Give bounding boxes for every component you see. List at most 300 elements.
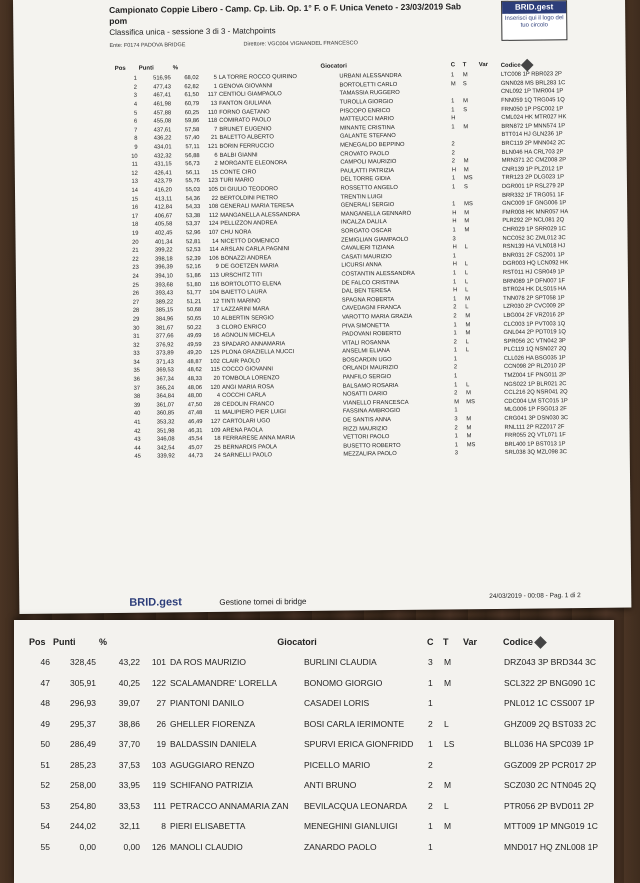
- player1-cell: PIANTONI DANILO: [170, 698, 244, 709]
- pair-number-cell: 122: [151, 677, 166, 688]
- pct-cell: 33,95: [118, 780, 140, 791]
- codice-cell: NGS022 1P BLR021 2C: [504, 380, 567, 388]
- category-cell: 2: [428, 780, 433, 791]
- player2-cell: CASADEI LORIS: [303, 698, 370, 709]
- pos-cell: 25: [132, 282, 140, 289]
- table-row: [28, 755, 608, 776]
- type-cell: [464, 252, 480, 261]
- player1-cell: MANOLI CLAUDIO: [170, 841, 243, 852]
- player2-cell: FASSINA AMBROGIO: [342, 408, 401, 416]
- var-cell: [480, 243, 502, 252]
- player1-cell: CENTIOLI GIAMPAOLO: [218, 91, 282, 99]
- player2-cell: PISCOPO ENRICO: [339, 107, 391, 115]
- pct-cell: 39,07: [118, 698, 140, 709]
- pct-cell: 49,69: [186, 333, 202, 340]
- codice-cell: SCL322 2P BNG090 1C: [504, 677, 596, 688]
- pct-cell: 49,20: [187, 350, 202, 357]
- pos-cell: 9: [134, 144, 138, 151]
- codice-cell: GGZ009 2P PCR017 2P: [504, 759, 597, 770]
- player2-cell: VIANELLO FRANCESCA: [342, 399, 409, 407]
- pos-cell: 54: [40, 821, 50, 832]
- var-cell: [479, 200, 501, 209]
- pos-cell: 11: [131, 161, 138, 169]
- pct-cell: 53,38: [185, 212, 201, 219]
- pos-cell: 19: [131, 230, 139, 237]
- punti-cell: 376,92: [155, 342, 174, 349]
- punti-cell: 361,07: [156, 402, 175, 409]
- player1-cell: ALBERTIN SERGIO: [221, 315, 274, 322]
- footer-brand: BRID.gest: [129, 596, 182, 609]
- pct-cell: 37,70: [118, 739, 140, 750]
- table-row: [28, 673, 608, 694]
- player2-cell: ANTI BRUNO: [303, 780, 357, 791]
- pos-cell: 30: [132, 325, 140, 332]
- player1-cell: DE GOETZEN MARIA: [220, 263, 279, 271]
- punti-cell: 402,45: [154, 230, 173, 237]
- codice-cell: MRN371 2C CMZ008 2P: [501, 157, 567, 165]
- col-pos: Pos: [114, 65, 126, 72]
- pair-number-cell: 4: [216, 393, 221, 400]
- pair-number-cell: 26: [156, 718, 166, 729]
- player1-cell: ANGI MARIA ROSA: [222, 383, 274, 391]
- category-cell: 2: [453, 364, 458, 371]
- type-cell: MS: [466, 399, 475, 406]
- var-cell: [479, 165, 501, 174]
- player2-cell: PAULATTI PATRIZIA: [340, 167, 395, 175]
- type-cell: [465, 372, 481, 381]
- pct-cell: 52,81: [185, 238, 201, 245]
- category-cell: 2: [428, 718, 433, 729]
- player2-cell: CAVALIERI TIZIANA: [341, 245, 395, 252]
- pair-number-cell: 25: [214, 444, 221, 451]
- punti-cell: 244,02: [70, 821, 96, 832]
- pair-number-cell: 108: [208, 204, 219, 211]
- pair-number-cell: 27: [156, 698, 166, 709]
- var-cell: [462, 734, 502, 755]
- pos-cell: 32: [133, 342, 140, 349]
- punti-cell: 285,23: [70, 759, 96, 770]
- var-cell: [478, 71, 500, 80]
- pos-cell: 36: [133, 376, 141, 383]
- pct-cell: 56,88: [185, 152, 200, 159]
- codice-cell: CDC004 LM STC015 1P: [504, 398, 568, 405]
- pct-cell: 46,49: [187, 419, 203, 426]
- var-cell: [481, 389, 503, 398]
- pos-cell: 27: [132, 299, 140, 306]
- punti-cell: 423,79: [154, 178, 172, 185]
- punti-cell: 405,58: [154, 221, 173, 228]
- category-cell: H: [452, 210, 457, 217]
- var-cell: [462, 796, 502, 817]
- pct-cell: 54,36: [185, 195, 201, 202]
- pair-number-cell: 123: [208, 178, 218, 185]
- table-header-row: [28, 632, 608, 652]
- category-cell: 3: [454, 416, 458, 423]
- pair-number-cell: 127: [210, 418, 221, 425]
- table-row: [28, 652, 608, 673]
- col-punti: Punti: [53, 637, 76, 647]
- col-var: Var: [478, 62, 489, 69]
- pct-cell: 54,33: [185, 204, 201, 211]
- punti-cell: 393,68: [155, 281, 174, 289]
- type-cell: [465, 363, 481, 372]
- player1-cell: COCCHI CARLA: [222, 392, 267, 400]
- pair-number-cell: 112: [208, 212, 219, 219]
- type-cell: [463, 148, 479, 157]
- player2-cell: NOSATTI DARIO: [342, 391, 388, 398]
- player2-cell: ORLANDI MAURIZIO: [342, 365, 399, 373]
- category-cell: 1: [454, 433, 458, 440]
- player1-cell: TOMBOLA LORENZO: [221, 375, 280, 382]
- pos-cell: 16: [131, 204, 139, 211]
- punti-cell: 346,08: [156, 436, 175, 443]
- player2-cell: BEVILACQUA LEONARDA: [303, 800, 407, 811]
- player1-cell: PLONA GRAZIELLA NUCCI: [221, 349, 295, 357]
- pos-cell: 29: [132, 316, 140, 323]
- pos-cell: 41: [133, 419, 141, 426]
- type-cell: M: [444, 677, 452, 688]
- category-cell: 1: [428, 698, 433, 709]
- category-cell: H: [452, 261, 458, 268]
- pair-number-cell: 1: [213, 83, 217, 90]
- pair-number-cell: 126: [151, 841, 166, 852]
- punti-cell: 360,85: [156, 410, 175, 417]
- player2-cell: MATTEUCCI MARIO: [339, 116, 394, 123]
- codice-cell: RNL111 2P RZZ017 2F: [504, 423, 565, 431]
- category-cell: 1: [453, 321, 457, 328]
- player1-cell: URSCHITZ TITI: [220, 272, 263, 279]
- col-t: T: [462, 62, 467, 69]
- codice-cell: TNN078 2P SPT058 1P: [503, 294, 565, 302]
- category-cell: [450, 131, 462, 140]
- category-cell: M: [454, 399, 460, 406]
- player2-cell: GENERALI SERGIO: [340, 202, 395, 209]
- player1-cell: AGUGGIARO RENZO: [170, 759, 255, 770]
- organizer-label: Ente: F0174 PADOVA BRIDGE: [109, 42, 186, 49]
- pos-cell: 22: [132, 256, 139, 263]
- category-cell: 1: [451, 184, 456, 191]
- type-cell: L: [465, 304, 469, 311]
- type-cell: M: [465, 330, 471, 337]
- player1-cell: GENOVA GIOVANNI: [218, 83, 273, 90]
- codice-cell: CNL092 1P TMR004 1P: [500, 88, 564, 96]
- category-cell: H: [451, 167, 457, 174]
- type-cell: L: [465, 287, 469, 294]
- player2-cell: DE FALCO CRISTINA: [341, 279, 399, 287]
- player2-cell: ROSSETTO ANGELO: [340, 184, 398, 192]
- var-cell: [478, 105, 500, 114]
- category-cell: H: [453, 287, 458, 294]
- codice-cell: BRL400 1P BST013 1P: [504, 441, 566, 448]
- codice-cell: BRR332 1F TRG051 1F: [502, 191, 565, 199]
- pos-cell: 52: [40, 780, 50, 791]
- pct-cell: 45,07: [188, 444, 203, 452]
- player2-cell: VETTORI PAOLO: [343, 434, 390, 441]
- codice-cell: GHZ009 2Q BST033 2C: [504, 718, 597, 729]
- player2-cell: MENEGHINI GIANLUIGI: [303, 821, 398, 832]
- type-cell: S: [463, 184, 468, 191]
- pair-number-cell: 109: [210, 427, 221, 434]
- col-codice: Codice: [500, 58, 584, 71]
- pos-cell: 3: [133, 93, 138, 100]
- pos-cell: 28: [132, 308, 140, 315]
- codice-cell: PTR056 2P BVD011 2P: [504, 800, 594, 811]
- pos-cell: 47: [40, 677, 50, 688]
- player1-cell: COCCO GIOVANNI: [221, 366, 274, 374]
- var-cell: [481, 372, 503, 381]
- director-label: Direttore: VGC004 VIGNANDEL FRANCESCO: [243, 40, 358, 48]
- var-cell: [480, 329, 502, 338]
- var-cell: [478, 114, 500, 123]
- codice-cell: BRN872 1P MNN574 1P: [501, 123, 566, 130]
- pos-cell: 24: [132, 273, 139, 280]
- category-cell: 1: [452, 270, 457, 277]
- codice-cell: LZR030 2P CVC009 2P: [503, 303, 565, 311]
- col-t: T: [443, 637, 449, 647]
- pos-cell: 42: [134, 428, 141, 435]
- pos-cell: 17: [131, 213, 139, 220]
- pct-cell: 44,73: [188, 453, 203, 460]
- player1-cell: BORTOLOTTO ELENA: [220, 280, 282, 288]
- col-c: C: [450, 62, 456, 69]
- type-cell: L: [465, 338, 469, 345]
- pair-number-cell: 115: [210, 367, 220, 374]
- pct-cell: 55,03: [185, 187, 201, 194]
- type-cell: S: [462, 81, 467, 88]
- punti-cell: 305,91: [70, 677, 96, 688]
- player2-cell: BURLINI CLAUDIA: [303, 657, 377, 668]
- player2-cell: BORTOLETTI CARLO: [339, 81, 398, 89]
- type-cell: M: [464, 218, 470, 225]
- player1-cell: GENERALI MARIA TERESA: [220, 203, 294, 211]
- codice-cell: SPR056 2C VTN042 3P: [503, 337, 566, 345]
- pair-number-cell: 116: [209, 281, 220, 288]
- player2-cell: TRENTIN LUIGI: [340, 193, 383, 201]
- category-cell: 2: [451, 141, 455, 148]
- punti-cell: 381,67: [155, 324, 174, 332]
- pct-cell: 0,00: [123, 841, 140, 852]
- var-cell: [480, 312, 502, 321]
- player1-cell: DA ROS MAURIZIO: [170, 657, 247, 668]
- pos-cell: 21: [132, 247, 139, 254]
- player1-cell: BALBI GIANNI: [219, 152, 258, 159]
- pair-number-cell: 114: [209, 247, 219, 254]
- codice-cell: RSN139 HA VLN018 HJ: [502, 243, 566, 251]
- pct-cell: 37,53: [118, 759, 140, 770]
- player1-cell: GHELLER FIORENZA: [170, 718, 256, 729]
- type-cell: [442, 837, 462, 858]
- player1-cell: SPADARO ANNAMARIA: [221, 340, 286, 348]
- pair-number-cell: 6: [214, 152, 218, 159]
- category-cell: H: [451, 115, 456, 122]
- category-cell: 1: [451, 175, 456, 182]
- player2-cell: GALANTE STEFANO: [340, 133, 396, 141]
- pair-number-cell: 23: [213, 341, 220, 348]
- player1-cell: TINTI MARINO: [221, 298, 261, 305]
- codice-cell: MTT009 1P MNG019 1C: [504, 821, 598, 832]
- player1-cell: AGNOLIN MICHELA: [221, 332, 276, 339]
- type-cell: MS: [464, 201, 473, 208]
- player1-cell: BONAZZI ANDREA: [220, 255, 272, 262]
- punti-cell: 389,22: [155, 299, 174, 306]
- category-cell: [451, 192, 463, 201]
- codice-cell: GNL044 2P PDT019 1Q: [503, 329, 566, 336]
- results-sheet-page-2: [14, 620, 614, 883]
- pct-cell: 46,31: [187, 427, 203, 434]
- col-pos: Pos: [29, 637, 46, 647]
- player2-cell: BALSAMO ROSARIA: [342, 382, 399, 390]
- var-cell: [479, 191, 501, 200]
- pos-cell: 38: [133, 393, 141, 401]
- var-cell: [478, 97, 500, 106]
- player1-cell: FORNO GAETANO: [219, 108, 270, 116]
- pct-cell: 48,00: [187, 393, 203, 400]
- player1-cell: CARTOLARI UGO: [222, 418, 271, 425]
- pos-cell: 44: [134, 445, 141, 452]
- pair-number-cell: 16: [213, 332, 220, 340]
- codice-cell: CLC003 1P PVT003 1Q: [503, 320, 566, 328]
- player2-cell: SORGATO OSCAR: [341, 228, 392, 235]
- codice-cell: PLC119 1Q NSN027 2Q: [503, 346, 567, 354]
- type-cell: [466, 449, 482, 458]
- type-cell: [462, 140, 478, 149]
- punti-cell: 431,15: [153, 161, 172, 168]
- pos-cell: 4: [133, 101, 138, 108]
- punti-cell: 393,43: [155, 290, 174, 297]
- category-cell: 1: [428, 821, 433, 832]
- player1-cell: BERNARDIS PAOLA: [222, 444, 278, 451]
- pct-cell: 51,21: [186, 298, 202, 305]
- codice-cell: BRC119 2P MNN042 2C: [501, 140, 566, 147]
- pair-number-cell: 3: [216, 324, 220, 331]
- var-cell: [481, 423, 503, 432]
- pair-number-cell: 12: [212, 298, 220, 305]
- punti-cell: 413,11: [154, 195, 173, 203]
- pos-cell: 1: [133, 76, 137, 83]
- punti-cell: 516,95: [153, 75, 171, 82]
- punti-cell: 371,43: [156, 359, 174, 366]
- category-cell: 2: [453, 339, 457, 346]
- type-cell: M: [465, 295, 471, 303]
- var-cell: [481, 346, 503, 355]
- punti-cell: 342,54: [156, 445, 175, 452]
- type-cell: [463, 191, 479, 200]
- player1-cell: SCHIFANO PATRIZIA: [170, 780, 253, 791]
- var-cell: [478, 140, 500, 149]
- type-cell: M: [462, 72, 468, 79]
- category-cell: 1: [452, 253, 456, 260]
- pos-cell: 20: [132, 239, 139, 246]
- pct-cell: 52,39: [186, 255, 201, 262]
- pct-cell: 45,54: [188, 436, 203, 443]
- category-cell: 1: [428, 739, 433, 750]
- var-cell: [481, 406, 503, 415]
- pair-number-cell: 11: [214, 410, 221, 417]
- col-pct: %: [172, 65, 179, 72]
- category-cell: 3: [452, 235, 456, 242]
- player2-cell: CROVATO PAOLO: [340, 150, 390, 158]
- player2-cell: CAMPOLI MAURIZIO: [340, 159, 397, 166]
- category-cell: 1: [454, 382, 458, 389]
- player2-cell: MENEGALDO BEPPINO: [340, 141, 405, 149]
- player1-cell: BALDASSIN DANIELA: [170, 739, 257, 750]
- punti-cell: 365,24: [156, 385, 175, 392]
- pct-cell: 60,79: [184, 101, 200, 108]
- codice-cell: FRN050 1P PSC002 1P: [501, 105, 564, 113]
- codice-cell: FMR008 HK MNR057 HA: [502, 208, 569, 216]
- var-cell: [482, 432, 504, 441]
- pair-number-cell: 103: [151, 759, 166, 770]
- punti-cell: 401,34: [154, 238, 173, 246]
- codice-cell: TMZ004 1F PNG011 2P: [503, 372, 567, 379]
- type-cell: L: [466, 381, 470, 388]
- pair-number-cell: 21: [210, 135, 218, 142]
- punti-cell: 377,66: [155, 333, 174, 340]
- pair-number-cell: 15: [211, 169, 218, 176]
- pos-cell: 48: [40, 698, 50, 709]
- pos-cell: 13: [131, 179, 138, 186]
- pair-number-cell: 17: [212, 307, 220, 314]
- type-cell: L: [444, 800, 449, 811]
- player1-cell: CONTE CIRO: [219, 169, 257, 176]
- var-cell: [462, 816, 502, 837]
- type-cell: L: [464, 270, 469, 277]
- punti-cell: 434,01: [153, 144, 172, 151]
- var-cell: [479, 157, 501, 166]
- player2-cell: URBANI ALESSANDRA: [339, 73, 402, 80]
- pos-cell: 53: [40, 800, 50, 811]
- player2-cell: MEZZALIRA PAOLO: [343, 451, 397, 458]
- pos-cell: 39: [133, 402, 141, 409]
- punti-cell: 412,84: [154, 204, 173, 211]
- player2-cell: BUSETTO ROBERTO: [343, 442, 401, 450]
- table-row: [28, 816, 608, 837]
- pos-cell: 37: [133, 385, 141, 392]
- player2-cell: VITALI ROSANNA: [342, 339, 390, 347]
- punti-cell: 254,80: [70, 800, 96, 811]
- pct-cell: 61,50: [184, 92, 200, 99]
- ranking-table-page-2: [28, 632, 608, 857]
- pair-number-cell: 111: [153, 800, 166, 811]
- player1-cell: LA TORRE ROCCO QUIRINO: [218, 74, 297, 82]
- category-cell: 1: [453, 356, 458, 363]
- pair-number-cell: 8: [161, 821, 166, 832]
- pct-cell: 52,96: [185, 230, 201, 237]
- punti-cell: 367,34: [156, 376, 175, 383]
- footer-date-page: 24/03/2019 - 00:08 - Pag. 1 di 2: [489, 592, 581, 601]
- player1-cell: SCALAMANDRE' LORELLA: [170, 677, 277, 688]
- category-cell: 1: [452, 201, 456, 208]
- player2-cell: COSTANTIN ALESSANDRA: [341, 270, 415, 278]
- pct-cell: 50,22: [186, 324, 202, 331]
- codice-cell: PLR292 2P NCL081 2Q: [502, 217, 565, 225]
- player1-cell: PELLIZZON ANDREA: [220, 220, 278, 228]
- table-row: [28, 714, 608, 735]
- pos-cell: 10: [131, 153, 138, 160]
- pos-cell: 7: [134, 127, 138, 134]
- pct-cell: 57,40: [184, 135, 200, 142]
- player1-cell: NICETTO DOMENICO: [220, 237, 280, 245]
- pct-cell: 48,33: [187, 376, 203, 383]
- pair-number-cell: 22: [211, 195, 219, 202]
- player2-cell: DE SANTIS ANNA: [342, 417, 392, 424]
- var-cell: [478, 122, 500, 131]
- codice-cell: FNN059 1Q TRG045 1Q: [501, 97, 565, 104]
- type-cell: M: [463, 98, 468, 105]
- col-punti: Punti: [138, 65, 154, 72]
- var-cell: [480, 251, 502, 260]
- pos-cell: 6: [134, 118, 138, 126]
